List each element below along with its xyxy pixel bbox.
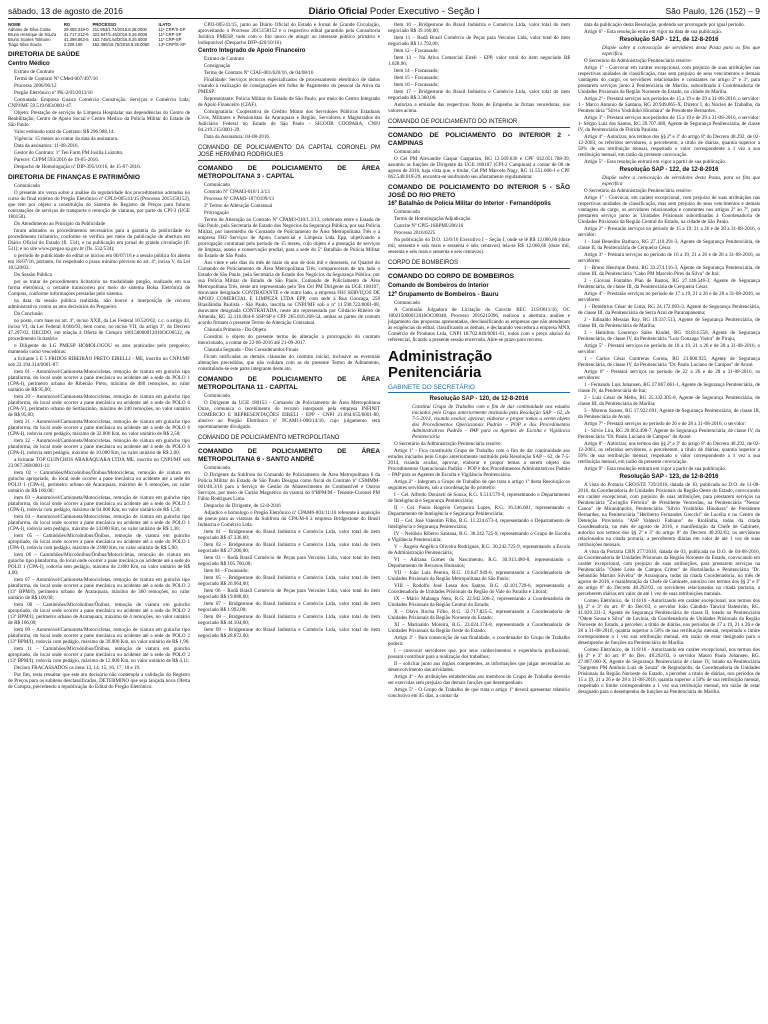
paragraph: Autorizo a emissão das respectivas Notas de Empenho às firmas vencedoras, nos valores acima. <box>388 102 570 114</box>
paragraph: Artigo 6º - Esta resolução entra em vigor na data de sua publicação. <box>584 29 723 35</box>
paragraph: Cláusula Segunda - Dos Considerandos Finais <box>204 347 299 353</box>
paragraph: 2 - Giovani Fontalho Plan de Bastos, RG 27.146.546-3, Agente de Segurança Penitenciária, de classe III, da Penitenciária de Cerqueira César. <box>578 278 760 290</box>
paragraph: item 22 – Automóvel/Camioneta/Motocicletas, remoção de viatura em guincho tipo plataforma, do local onde ocorrer a pane mecânica ou acidente até a sede do POLO 6 (CPA-I), rodovia sem pedágio, máximo de 10.000 Km, no valor unitário de R$ 2,00; <box>8 438 190 456</box>
paragraph: 1 - Bruno Henrique Dutra, RG 33.274.116-3, Agente de Segurança Penitenciária, de classe III, da Penitenciária "Cabo PM Marcelo Pires da Silva" de Itaí; <box>578 265 760 277</box>
paragraph: Cláusula Primeira - Do Objeto <box>204 327 267 333</box>
paragraph: Convite Nº CPI5-16BPMI/206/16 <box>394 223 464 229</box>
paragraph: Adjudico e homologo o Pregão Eletrônico nº CPAM6-003/11/16 referente à aquisição de pneus para as viaturas da Subfrota do CPA/M-6 à empresa Bridgestone do Brasil Indústria e Comércio Ltda. <box>198 510 380 528</box>
paragraph: Extrato de Contrato <box>14 68 55 75</box>
paragraph: Comunicado <box>394 209 421 215</box>
paragraph: V – Ângelo Angélica Oliveira Rodrigues, R.G. 30.242.725-9, representando a Escola de Administração Penitenciária; <box>388 543 570 556</box>
paragraph: Data da Assinatura: 04-08-2016. <box>204 134 271 140</box>
header-rule <box>8 18 760 19</box>
table-cell: Bruno Soares Tolmann <box>8 37 51 42</box>
section-body <box>388 149 570 180</box>
paragraph: Item 12 – Fracassado; <box>394 48 439 54</box>
paragraph: item 11 – Caminhões/Microônibus/Ônibus, remoção de viatura em guincho apropriado, do local onde ocorrer a pane mecânica ou acidente até a sede do POLO 2 (13º BPM/I), rodovia com pedágio, máximo de 12.000 Km, no valor unitário de R$ 4,11; <box>8 646 190 664</box>
paragraph: 1 - José Benedito Barbaco, RG 27.110.291-3, Agente de Segurança Penitenciária, de classe II, da Penitenciária de Cerqueira César. <box>578 239 760 251</box>
paragraph: O Secretário da Administração Penitenciária resolve: <box>584 188 692 194</box>
section-title: COMANDO DE POLICIAMENTO DE ÁREA METROPOLITANA 6 - SANTO ANDRÉ <box>198 448 380 463</box>
section-body <box>198 56 380 140</box>
paragraph: Comunicado <box>204 182 231 188</box>
paragraph: item 01 – Automóvel/Camioneta/Motocicletas, remoção de viatura em guincho tipo plataforma, do local onde ocorrer a pane mecânica ou acidente até a sede do POLO 1 (CPA-I), perímetro urbano de Ribeirão Preto, máximo de 480 remoções, no valor unitário de R$ 95,00; <box>8 369 190 393</box>
paragraph: Item 15 – Fracassado; <box>394 75 439 81</box>
section-body <box>388 209 570 255</box>
paragraph: II – solicitar junto aos órgãos competentes, as informações que julgar necessárias ao desenvolvimento das atividades. <box>388 660 570 673</box>
paragraph: O Secretário da Administração Penitenciária resolve: <box>394 440 502 447</box>
column-2 <box>198 22 380 1020</box>
paragraph: item 09 – Automóvel/Camioneta/Motocicletas, remoção de viatura em guincho tipo plataforma, do local onde ocorrer a pane mecânica ou acidente até a sede do POLO 2 (13º BPM/I), rodovia com pedágio, máximo de 39.000 Km, no valor unitário de R$ 1,96; <box>8 627 190 645</box>
column-header: ILATO <box>158 22 171 27</box>
paragraph: Gestor do Contrato: 1º Ten Farm PM Josilia Luizotto. <box>14 149 124 156</box>
column-3 <box>388 22 570 1020</box>
paragraph: Item 11 – Rodã Brasil Comércio de Peças para Veículos Ltda, valor total do item negociado R$ 11.792,00; <box>388 35 570 47</box>
table-cell: Adriano de Silva Costa <box>8 27 51 32</box>
paragraph: 1 - Silvio Lira, RG 20.063.498-7, Agente de Segurança Penitenciária, de classe IV, da Penitenciária "Dr. Paulo Luciano de Campos" de Avaré. <box>578 428 760 440</box>
paragraph: Consignação <box>204 63 231 69</box>
organ-heading: COMANDO DE POLICIAMENTO METROPOLITANO <box>198 435 380 444</box>
paragraph: Artigo 9º - Esta resolução entrará em vigor a partir de sua publicação. <box>584 466 727 472</box>
paragraph: item 08 – Caminhões/Microônibus/Ônibus, remoção de viatura em guincho apropriado, do local onde ocorrer a pane mecânica ou acidente até a sede do POLO 2 (13º BPM/I), perímetro urbano de Araraquara, máximo de 4 remoções, no valor unitário de R$ 166,00; <box>8 602 190 626</box>
paragraph: Processo 2006/96/12 <box>14 82 57 89</box>
paragraph: Processo 2016/0225 <box>394 230 436 236</box>
paragraph: Do Sessão Pública <box>14 272 52 278</box>
section-subtitle: 16º Batalhão de Polícia Militar do Interior - Fernandópolis <box>388 201 551 207</box>
paragraph: no posto, com base no art. 4º, inciso XXII, da Lei Federal 10.520/02, c.c. o artigo 43, inciso VI, da Lei Federal 8.666/93, bem como, no inciso VII, do artigo 3º, do Decreto 47.297/02, DECIDO, em relação à Oferta de Compra 180158000012016OC00532, de procedimento licitatório: <box>8 318 190 342</box>
paragraph: A vista da Portaria CRN 277/2016, datada de 03, publicada no D.O. de 04-08-2016, da Coordenadoria de Unidades Prisionais da Região Noroeste do Estado, convocando em caráter excepcional, com prejuízo de suas atribuições, para prestarem serviços na Penitenciária "Odete Leite de Campos Critter" de Hortolândia e Penitenciária "Dr. Sebastião Martins Silveira" de Araraquara, todas da citada Coordenadoria, no mês de agosto de 2016, e manifestação da Chefe de Gabinete, autorizo nos termos dos §§ 2º e 3º do artigo 8º do Decreto 48.292/03, os servidores relacionados na citada portaria, a perceberem diárias em valor de até 1 vez de suas retribuições mensais. <box>578 549 760 597</box>
paragraph: Ficam ratificadas as demais cláusulas do contrato inicial, inclusive as eventuais alterações precedidas, que não colidam com as do presente Termo de Aditamento, constituindo-se este parte integrante deste ato. <box>198 354 380 372</box>
table-cell: 322.947/1.45/2016.8.26.0005 <box>92 32 148 37</box>
resolution-title: Resolução SAP - 121, de 12-8-2016 <box>619 37 719 43</box>
paragraph: Termo de Contrato Nº CIAF-001/620/16, de 04/08/16 <box>204 70 314 76</box>
paragraph: item 07 – Automóvel/Camioneta/Motocicletas, remoção de viatura em guincho tipo plataforma, do local onde ocorrer a pane mecânica ou acidente até a sede do POLO 2 (13º BPM/I), perímetro urbano de Araraquara, máximo de 360 remoções, no valor unitário de R$ 100,00; <box>8 577 190 601</box>
paragraph: Artigo 4º - Autorizar, nos termos dos §§ 2º e 3º do artigo 8º do Decreto 48.292, de 02-12-2003, os referidos servidores, a perceberem, a título de diárias, quantia superior a 50% de sua retribuição mensal, respeitado o valor correspondente a 1 vez a sua retribuição mensal, em razão da presente convocação. <box>578 134 760 158</box>
paragraph: Processo Nº CPAM3-187/0199/13 <box>204 196 274 202</box>
section-title: DIRETORIA DE SAÚDE <box>8 51 80 58</box>
paragraph: na data da sessão pública realizada, não houve a interposição de recurso administrativo contra os atos decisórios do Pregoeiro. <box>8 298 190 310</box>
paragraph: Contratada: Empresa Guaira Comércio Construção, Serviços e Comércio Ltda; CNPJ/MF 59.519.603/0001-47. <box>8 96 190 109</box>
page-header <box>8 4 760 18</box>
section-body <box>578 22 760 35</box>
paragraph: Artigo 3º - Prestará serviços no período de 16 a 19, 21 a 26 e de 28 a 31-08-2016, os servidores: <box>578 252 760 264</box>
header-edition: São Paulo, 126 (152) – 9 <box>665 6 760 16</box>
section-body <box>8 183 190 690</box>
paragraph: Por fim, resta ressaltar que este ato decisório não contempla a validação do Registro de Preços para os subitens desclassificados, DETERMINO que seja lançada nova Oferta de Compra, precedendo a republicação do Edital do Pregão Eletrônico. <box>8 672 190 690</box>
section-subtitle: Centro Integrado de Apoio Financeiro <box>198 48 306 54</box>
paragraph: item 06 – Caminhões/Microônibus/Ônibus/Motocicletas, remoção de viatura em guincho tipo plataforma, do local onde ocorrer a pane mecânica ou acidente até a sede do POLO 1 (CPA-I), rodovia sem pedágio, máximo de 2.800 Km, no valor unitário de R$ 4,00; <box>8 552 190 576</box>
paragraph: Artigo 3º - Para consecução de sua finalidade, o coordenador do Grupo de Trabalho poderá: <box>388 634 570 647</box>
paragraph: Declaro FRACASSADOS os itens 13, 14, 15, 16, 17, 18 e 19. <box>14 665 141 671</box>
cabinet-heading: GABINETE DO SECRETÁRIO <box>388 384 570 393</box>
paragraph: Item 05 – Bridgestone do Brasil Indústria e Comércio Ltda, valor total do item negociado R$ 26.964,00; <box>198 575 380 587</box>
paragraph: Item 04 – Fracassado; <box>204 568 249 574</box>
table-cell: 41.398.862-5 <box>63 37 89 42</box>
paragraph: 1 - Demétrius César de Lima, RG 24.172.093-3, Agente de Segurança Penitenciária, de classe III, da Penitenciária de Serra Azul de Paranapanema; <box>578 304 760 316</box>
organ-heading: CORPO DE BOMBEIROS <box>388 260 570 269</box>
column-4 <box>578 22 760 1020</box>
table-cell: 11º CRP-SP <box>158 37 182 42</box>
organ-heading: COMANDO DE POLICIAMENTO DO INTERIOR <box>388 119 570 128</box>
paragraph: Do Atendimento ao Princípio da Publicidade <box>14 221 106 227</box>
paragraph: Contrato Nº CPAM3-010/1.3/13 <box>204 189 270 195</box>
table-cell: 211.953/1.74/2016.8.26.0000 <box>92 27 147 32</box>
table-cell: 41.717.212-6 <box>63 32 89 37</box>
section-body <box>198 22 380 46</box>
paragraph: Item 03 – Rodã Brasil Comércio de Peças para Veículos Ltda, valor total do item negociado R$ 105.760,00; <box>198 555 380 567</box>
secretariat-title: Administração Penitenciária <box>388 347 493 381</box>
section-subtitle: Comando de Bombeiros do Interior <box>388 282 489 289</box>
paragraph: Comunicado <box>14 183 41 189</box>
paragraph: 1 - Carlos César Contreras Correa, RG 21.600.925, Agente de Segurança Penitenciária, de classe IV, da Penitenciária "Dr. Paulo Luciano de Campos" de Avaré. <box>578 356 760 368</box>
paragraph: item 21 – Automóvel/Camioneta/Motocicletas, remoção de viatura em guincho tipo plataforma, do local onde ocorrer a pane mecânica ou acidente até a sede do POLO 6 (CPA-I), rodovia com pedágio, máximo de 32.000 Km, no valor unitário de R$ 2,50; <box>8 419 190 437</box>
paragraph: Item 09 – Bridgestone do Brasil Indústria e Comércio Ltda, valor total do item negociado R$ 28.672,00; <box>198 627 380 639</box>
paragraph: O presente ato versa sobre a análise da regularidade dos procedimentos adotados no curso do final externo do Pregão Eletrônico nº CPL0-005/41/15 (Processo 2015158152), que tem por objeto a constituição do Sistema de Registro de Preços para futuras contratações de serviços de transporte e remoção de viaturas, por parte do CPI-3 (UGE 180158). <box>8 190 190 220</box>
paragraph: IV – Neidísio Ribeiro Santana, R.G. 30.242.725-9, representando o Grupo de Escolta e Vigilância Penitenciária; <box>388 530 570 543</box>
paragraph: Pregão Eletrônico nº PK-2/03/2013/16 <box>14 89 93 96</box>
paragraph: XI – Marinaldo Moreira, R.G. 23.024.174-8, representando a Coordenadoria de Unidades Prisionais da Região Oeste do Estado. <box>388 621 570 634</box>
section-body <box>198 465 380 639</box>
paragraph: item 02 – Caminhões/Microônibus/Ônibus/Motocicletas, remoção de viatura em guincho apropriado, do local onde ocorrer a pane mecânica ou acidente até a sede do POLO 1 (CPA-I), perímetro urbano de Araraquara, máximo de 6 remoções, no valor unitário de R$ 166,00; <box>8 470 190 494</box>
paragraph: item 05 – Caminhões/Microônibus/Ônibus, remoção de viatura em guincho apropriado, do local onde ocorrer a pane mecânica ou acidente até a sede do POLO 1 (CPA-I), rodovia com pedágio, máximo de 2.800 Km, no valor unitário de R$ 5,00; <box>8 533 190 551</box>
section-subtitle: 12º Grupamento de Bombeiros - Bauru <box>388 291 499 298</box>
paragraph: Artigo 8º - Autorizar, nos termos dos §§ 2º e 3º do artigo 8º do Decreto 48.292, de 02-12-2003, os referidos servidores, a perceberem, a título de diárias, quantia superior a 50% de sua retribuição mensal, respeitado o valor correspondente a 1 vez a sua retribuição mensal, em razão da presente convocação. <box>578 441 760 465</box>
column-header: PROCESSO <box>92 22 117 27</box>
paragraph: Representante: Polícia Militar do Estado de São Paulo, por meio do Centro Integrado de Apoio Financeiro (CIAF). <box>198 96 380 108</box>
paragraph: Artigo 2º - Prestarão serviços no período de 15 a 19, 21 a 26 e de 28 a 31-08-2016, o servidor: <box>578 226 760 238</box>
paragraph: Prorrogação <box>204 210 229 216</box>
paragraph: III – Cel. José Valentim Filho, R.G. 11.224.673-4, representando o Departamento de Inteligência e Segurança Penitenciária; <box>388 517 570 530</box>
paragraph: Artigo 3º - Prestará serviços nos períodos de 15 a 19 e de 29 a 31-08-2016, o servidor: 1- Sergio Luiz dos Santos, RG 39.707.468, Agente de Segurança Penitenciária, de classe IV, da Penitenciária de Flórida Paulista. <box>578 115 760 133</box>
paragraph: IX – Mário Malanga Neto, R.G. 22.942.508-2, representando a Coordenadoria de Unidades Prisionais da Região Central do Estado; <box>388 595 570 608</box>
section-body <box>198 182 380 372</box>
paragraph: I – Cel. Alfredo Donizeti de Souza, R.G. 9.513.579-0, representando o Departamento de Inteligência e Segurança Penitenciária; <box>388 491 570 504</box>
section-body <box>8 69 190 170</box>
column-header: NOME <box>8 22 21 27</box>
paragraph: a licitante 5 E 5 FRIDOS RIBEIRÃO PRETO EIRELLI - ME, inscrito no CNPJ/MF sob 22.194.314/0001-87: <box>8 356 190 368</box>
candidates-table <box>8 22 190 47</box>
header-publication <box>309 6 480 17</box>
section-body <box>578 188 760 472</box>
paragraph: I – convocar servidores que, por seus conhecimentos e experiência profissional, possam contribuir para a realização dos trabalhos; <box>388 647 570 660</box>
paragraph: Comunicado <box>204 465 231 471</box>
paragraph: Artigo 1º - Convocar, em caráter excepcional, com prejuízo de suas atribuições nas respectivas unidades de classificação, mas sem prejuízo de seus vencimentos e demais vantagens do cargo, os servidores relacionados e constantes nos artigos 2º ao 7º, para prestarem serviço junto às Unidades Prisionais subordinadas à Coordenadoria de Unidades Prisionais da Região Central do Estado, na cidade de São Paulo. <box>578 195 760 225</box>
table-cell: 11º CRP/S-SP <box>158 27 186 32</box>
column-header: RG <box>63 22 71 27</box>
paragraph: VI – Adriana Gomes do Nascimento, R.G. 30.913.480-8, representando o Departamento de Recursos Humanos; <box>388 556 570 569</box>
paragraph: 2 - Edinaldo Messias Ruy, RG 19.337.513, Agente de Segurança Penitenciária, de classe III, da Penitenciária de Marília; <box>578 317 760 329</box>
paragraph: Vigência: 15 meses ao contar da data da assinatura. <box>14 135 119 142</box>
paragraph: item 04 – Automóvel/Camioneta/Motocicletas, remoção de viatura em guincho tipo plataforma, do local onde ocorrer a pane mecânica ou acidente até a sede do POLO 1 (CPA-I), rodovia sem pedágio, máximo de 14.000 Km, no valor unitário de R$ 1,38; <box>8 514 190 532</box>
table-cell: Tiago Silva Souza <box>8 42 42 47</box>
paragraph: Comunicado <box>394 149 421 155</box>
column-1 <box>8 22 190 1020</box>
paragraph: Termo de Alteração ao Contrato Nº CPAM3-010/1.3/13, celebrado entre o Estado de São Paulo, pela Secretaria de Estado dos Negócios da Segurança Pública, por sua Polícia Militar, por intermédio do Comando de Policiamento de Área Metropolitana Três e a empresa FHJ Serviços de Apoio Comercial e Limpeza Ltda Epp, objetivando a prorrogação contratual pelo período de 15 meses, cujo objeto é a prestação de serviços de limpeza, asseio e conservação predial, para a sede do 5º Batalhão de Polícia Militar do Estado de São Paulo. <box>198 217 380 259</box>
paragraph: Despacho do Dirigente, de 12-8-2016 <box>204 503 281 509</box>
section-body <box>388 441 570 699</box>
paragraph: Artigo 4º - As atribuições estabelecidas aos membros do Grupo de Trabalho deverão ser exercidas sem prejuízo das demais funções que desempenham. <box>388 673 570 686</box>
paragraph: Termo de Contrato Nº CMed-007/497/16 <box>14 75 98 82</box>
paragraph: Artigo 1º - Convocar em caráter excepcional, com prejuízo de suas atribuições nas respectivas unidades de classificação, mas sem prejuízo de seus vencimentos e demais vantagens do cargo, os servidores relacionados e constantes no artigo 2º e 3º, para prestarem serviços junto à Penitenciária de Marília, subordinada à Coordenadoria de Unidades Prisionais da Região Noroeste do Estado, no cidade de Marília. <box>578 65 760 95</box>
paragraph: data da publicação desta Resolução, podendo ser prorrogado por igual período. <box>584 22 745 28</box>
organ-heading: COMANDO DE POLICIAMENTO DA CAPITAL CORONEL PM JOSÉ HERMÍNIO RODRIGUES <box>198 145 380 161</box>
paragraph: Artigo 5º - O Grupo de Trabalho de que trata o artigo 1º deverá apresentar relatório conclusivo em 45 dias, a contar da <box>388 686 570 699</box>
paragraph: Valor estimado total do Contrato: R$ 296.988,14. <box>14 128 115 135</box>
section-title: COMANDO DE POLICIAMENTO DE ÁREA METROPOLITANA 11 - CAPITAL <box>198 376 380 391</box>
paragraph: Item 14 – Fracassado; <box>394 68 439 74</box>
paragraph: Artigo 6º - Prestará serviços no período de 22 a 26 e de 28 a 31-08-2016, os servidores: <box>578 369 760 381</box>
paragraph: O Secretário da Administração Penitenciária resolve: <box>584 58 692 64</box>
section-title: COMANDO DE POLICIAMENTO DO INTERIOR 2 - CAMPINAS <box>388 132 570 147</box>
table-cell: 2.209.150 <box>63 42 83 47</box>
paragraph: o período de publicidade do edital se iniciou em 06/07/16 e a sessão pública foi aberta em 18/07/16, portanto, foi respeitado o prazo mínimo previsto no art. 4º, inciso V, da Lei 10.520/02. <box>8 253 190 271</box>
section-body <box>578 58 760 165</box>
paragraph: Constitui o objeto do presente termo de alteração a prorrogação do contrato mencionado, a contar de 22-06-2016 até 21-09-2017. <box>198 334 380 346</box>
paragraph: X – Olavo Rocha Filho, R.G. 32.717.825-5, representando a Coordenadoria de Unidades Prisionais da Região Noroeste do Estado; <box>388 608 570 621</box>
section-title: DIRETORIA DE FINANÇAS E PATRIMÔNIO <box>8 173 140 181</box>
paragraph: Finalidade: Serviços técnicos especializados de processamento eletrônico de dados visando à realização de consignações em folha de Pagamento do pessoal da Ativa da PMESP. <box>198 77 380 95</box>
paragraph: 2 - Luiz César de Mello, RG 25.332.305-8, Agente de Segurança Penitenciária, de classe III, da Penitenciária de Marília; <box>578 395 760 407</box>
paragraph: Item 02 – Bridgestone do Brasil Indústria e Comércio Ltda, valor total do item negociado R$ 27.200,00; <box>198 542 380 554</box>
table-cell: 11º CRP-SP <box>158 32 182 37</box>
paragraph: Item 17 – Bridgestone do Brasil Indústria e Comércio Ltda, valor total do item negociado R$ 3.360,00. <box>388 89 570 101</box>
header-pub-section: Poder Executivo - Seção I <box>367 5 480 17</box>
paragraph: O Dirigente da UGE 180153 - Comando de Policiamento de Área Metropolitana Onze, comunica o recebimento do recurso interposto pela empresa INFINIT COMÉRCIO E REPRESENTAÇÕES EIRELI - EPP - CNPJ 21.094.655/0001-80, alusivo ao Pregão Eletrônico nº PCAM11-006/14/16, cujo julgamento será oportunamente divulgado. <box>198 400 380 430</box>
paragraph: Artigo 7º - Prestará serviços no período de 26 e de 28 a 31-08-2016, o servidor: <box>584 421 746 427</box>
paragraph: Data da assinatura: 11-08-2016. <box>14 142 79 149</box>
paragraph: Na publicação do D.O. 12/6/16 Executivo I – Seção I, onde se lê R$ 12.066,66 (doze mil, sessenta e seis reais e sessenta e seis centavos) leia-se R$ 12.066,66 (doze mil, sessenta e seis reais e sessenta e seis centavos). <box>388 237 570 255</box>
paragraph: 3 - Hamilton Lourenço Sales Kindel, RG 18.814.558, Agente de Segurança Penitenciária, de classe IV, da Penitenciária "Luiz Gonzaga Vieira" de Piraju; <box>578 330 760 342</box>
paragraph: Comunicado <box>204 393 231 399</box>
resolution-title: Resolução SAP - 123, de 12-8-2016 <box>619 474 719 480</box>
paragraph: O Cel PM Alexandre Gaspar Gasparian, RG 12.569.636 e CPF 032.051.788-39, assumiu as funções de Dirigente da UGE 180107 (CPI-2 Campinas) a contar de 08 de agosto de 2016, haja vista que, o titular, Cel PM Marcelo Nagy, RG 11.551.600-1 e CPF 062.548.018-29, encontra-se usufruindo seu afastamento regulamentar. <box>388 156 570 180</box>
paragraph: Artigo 2º - Prestará serviços nos períodos de 15 a 19 e de 29 a 31-08-2016, o servidor: 1 - Marco Antonio de Santana, RG 20.949.665-X, Diretor I, do Núcleo de Trabalho, da Penitenciária "Silvio Yoshihiko Hinohara" de Presidente Bernardes. <box>578 96 760 114</box>
paragraph: 1 - Fernando Luís Johansen, RG 27.867.061-1, Agente de Segurança Penitenciária, de classe IV, da Penitenciária de Itaí; <box>578 382 760 394</box>
header-date: sábado, 13 de agosto de 2016 <box>8 6 123 16</box>
paragraph: Item 01 – Bridgestone do Brasil Indústria e Comércio Ltda, valor total do item negociado R$ 47.336,00; <box>198 529 380 541</box>
paragraph: VII – João Luiz Pereira, R.G. 19.647.949-6, representando a Coordenadoria de Unidades Prisionais da Região Metropolitana de São Paulo; <box>388 569 570 582</box>
paragraph: foram adotados os procedimentos necessários para a garantia da publicidade do procedimento licitatório, conforme se verifica per meio da publicação de abertura em Diário Oficial do Estado (fl. 534), e na publicação em jornal de grande circulação (fl. 531); e no site www.pregao.sp.gov.br (fls. 532/534); <box>8 228 190 252</box>
section-title: COMANDO DO CORPO DE BOMBEIROS <box>388 273 515 280</box>
paragraph: Item 07 – Bridgestone do Brasil Indústria e Comércio Ltda, valor total do item negociado R$ 1.992,00; <box>198 601 380 613</box>
section-body <box>578 482 760 695</box>
table-body <box>8 27 190 47</box>
table-cell: 152.496/16.75/2016.8.26.0050 <box>92 42 150 47</box>
paragraph: o Diligente do LG PMESP HOMOLOGOU os atos praticados pelo pregoeiro, mantendo como vencedoras: <box>8 343 190 355</box>
paragraph: Artigo 4º - Prestarão serviços no período de 17 a 19, 21 a 26 e de 28 a 31-08-2016, os servidores: <box>578 291 760 303</box>
paragraph: 2º Termo de Alteração Contratual <box>204 203 273 209</box>
section-subtitle: Centro Médico <box>8 60 50 67</box>
paragraph: item 20 – Automóvel/Camioneta/Motocicletas, remoção de viatura em guincho tipo plataforma, do local onde ocorrer a pane mecânica ou acidente até a sede do POLO 6 (CPA-V), perímetro urbano de Sertãozinho, máximo de 240 remoções, no valor unitário de R$ 95,00; <box>8 394 190 418</box>
paragraph: Artigo 1º - Fica constituído Grupo de Trabalho com o fim de dar continuidade aos estudos iniciados pelo Grupo anteriormente instituído pela Resolução SAP – 62, de 7-5-2014, visando avaliar, aprovar, elaborar e propor temas a serem objeto dos Procedimentos Operacionais Padrão – POP e dos Procedimentos Administrativos Padrão – PAP para os Agentes de Escolta e Vigilância Penitenciária. <box>388 447 570 478</box>
paragraph: Parecer: CJ/PM 593/2016 de 19-05-2016. <box>14 156 100 163</box>
paragraph: II – Cel. Paulo Rogério Cerqueira Lopes, R.G. 16.346.681, representando o Departamento de Inteligência e Segurança Penitenciária; <box>388 504 570 517</box>
paragraph: Comunicado <box>394 299 421 306</box>
section-title: COMANDO DE POLICIAMENTO DO INTERIOR 5 - SÃO JOSÉ DO RIO PRETO <box>388 184 570 199</box>
paragraph: Despacho de Homologação nº DIP-395/10/16, de 15-07-2016. <box>14 163 141 170</box>
table-cell: 152.749/1.64/2016.8.26.0000 <box>92 37 148 42</box>
table-cell: Bruno Henrique de Souza <box>8 32 57 37</box>
paragraph: item 03 – Automóvel/Camioneta/Motocicletas, remoção de viatura em guincho tipo plataforma, do local onde ocorrer a pane mecânica ou acidente até a sede do POLO 1 (CPA-I), rodovia com pedágio, máximo de 64.000 Km, no valor unitário de R$ 1,50; <box>8 495 190 513</box>
paragraph: VIII – Rodolfo José Lessa dos Santos, R.G. 42.101.729-6, representando a Coordenadoria de Unidades Prisionais da Região do Vale do Paraíba e Litoral; <box>388 582 570 595</box>
section-body <box>198 393 380 430</box>
table-cell: 29.459.318-0 <box>63 27 89 32</box>
resolution-summary: Constitui Grupo de Trabalho com o fim de dar continuidade aos estudos iniciados pelo Grupo anteriormente instituído pela Resolução SAP – 62, de 7-5-2014, visando avaliar, aprovar, elaborar e propor tomas a serem objeto dos Procedimentos Operacionais Padrão – POP e dos Procedimentos Administrativos Padrão – PAP para os Agentes de Escolta e Vigilância Penitenciária <box>412 403 570 440</box>
paragraph: Item 16 – Fracassado; <box>394 82 439 88</box>
paragraph: Item 06 – Rodã Brasil Comércio de Peças para Veículos Ltda, valor total do item negociado R$ 19.088,00; <box>198 588 380 600</box>
paragraph: a licitante TOP GUINCHOS ARARAQUARA LTDA ME, inscrito no CNPJ/MF sob 23.967.268/0001-11: <box>8 457 190 469</box>
section-body <box>388 300 570 343</box>
page-columns <box>8 22 760 1020</box>
paragraph: Extrato de Contrato <box>204 56 245 62</box>
paragraph: Artigo 5º - Prestará serviços no período de 18 a 19, 21 a 26 e de 28 a 31-08-2016, o servidor: <box>578 343 760 355</box>
table-row <box>8 42 190 47</box>
paragraph: A Comissão Julgadora de Licitação do Convite BEC 21S/0011/16, OC 180215000012016OC00048, Processo 2016215096, realizou a abertura, análise e julgamento das propostas apresentadas, desclassificando as empresas que não atenderam às exigências do edital, classificando as demais, e declarando vencedora a empresa MNX Comércio de Produtos Ltda, CNPJ 18.702.840/0001-61, todos com o preço abaixo do referencial, ficando a presente sessão encerrada. Abre-se prazo para recurso. <box>388 306 570 343</box>
paragraph: Comeo Eletrônico, de 11/8/16 - Autorizando em caráter excepcional, nos termos dos §§ 2º e 3º do art. 8º do Dec/03, o servidor João Cândido Tancini Balestrim, RG. 41.820.331-3, Agente de Segurança Penitenciária de classe II, lotado na Penitenciária "Odete Sousa e Silva" de Lavínia, da Coordenadoria de Unidades Prisionais da Região Noroeste do Estado, a perceber, a título de diárias, nos períodos de 17 a 19, 21 a 26 e de 28 a 31-08-2016, quantia superior a 50% de sua retribuição mensal, respeitado o limite correspondente a 1 vez sua retribuição mensal, em razão de estar designado para o desempenho de funções na Penitenciária de Marília. <box>578 598 760 646</box>
resolution-summary: Dispõe sobre a convocação de servidores desta Pasta para os fins que especifica <box>602 45 760 57</box>
paragraph: A vista do Portaria CRO/STE 729/2016, datada de 10, publicada no D.O. de 11-08-2016, da Coordenadoria de Unidades Prisionais da Região Oeste do Estado, convocando em caráter excepcional, com prejuízo de suas atribuições, para prestarem serviços na Penitenciária "Zwinglio Ferreira" de Presidente Venceslau, na Penitenciária "Nestor Canoa" de Mirandópolis, Penitenciária "Silvio Yoshihiko Hinohara" de Presidente Bernardes, na Penitenciária "Heriberto Fernandes Grecchi" de Lucélia e no Centro de Detenção Provisória "ASP Valdecir Fabiano" de Riolândia, todas da citada Coordenadoria, no mês de agosto de 2016, e manifestação da Chefe de Gabinete, autorizo nos termos dos §§ 2º e 3º do artigo 8º do Decreto 48.292/03, os servidores relacionados na citada portaria, a perceberem diárias em valor de até 1 vez de suas retribuições mensais. <box>578 482 760 548</box>
section-title: COMANDO DE POLICIAMENTO DE ÁREA METROPOLITANA 3 - CAPITAL <box>198 165 380 180</box>
resolution-summary: Dispõe sobre a convocação de servidores desta Pasta, para os fins que especifica <box>602 175 760 187</box>
resolution-title: Resolução SAP - 120, de 12-8-2016 <box>429 395 529 402</box>
table-cell: 13º CRP/S-SP <box>158 42 186 47</box>
paragraph: CPI3-005/41/15, junto ao Diário Oficial do Estado e Jornal de Grande Circulação, aproveitando o Processo 2015158152 e o respectivo edital garantido pela Consultoria Jurídica PMESP, tudo com o fito único de atingir ao interesse público primário e indisponível (Despacho DFP-426/10/16). <box>198 22 380 46</box>
paragraph: Termo de Homologação/Adjudicação <box>394 216 471 222</box>
section-body <box>388 22 570 114</box>
resolution-title: Resolução SAP - 122, de 12-8-2016 <box>619 167 719 173</box>
paragraph: Comeo Eletrônico, de 11/8/16 - Autorizando em caráter excepcional, nos termos dos §§ 2º e 3º do art. 8º do Dec. 48.292/03, o servidor Mauro Paulo Johansen, RG. 27.867.060-X, Agente de Segurança Penitenciária de classe IV, lotado na Penitenciária "Sargento PM Antônio Luiz de Souza" de Reginópolis, da Coordenadoria de Unidades Prisionais da Região Noroeste do Estado, a perceber a título de diárias, nos períodos de 15 a 19, 21 a 26 e de 28 a 31-08-2016, quantia superior a 50% de sua retribuição mensal, respeitado o limite correspondente a 1 vez sua retribuição mensal, em razão de estar designado para o desempenho de funções na Penitenciária de Marília. <box>578 647 760 695</box>
paragraph: Aos vinte e seis dias do mês de maio do ano de dois mil e dezesseis, no Quartel do Comando de Policiamento de Área Metropolitana Três, compareceram de um lado o Estado de São Paulo, pela Secretaria de Estado dos Negócios da Segurança Pública, por sua Polícia Militar do Estado de São Paulo, Comando de Policiamento de Área Metropolitana Três, neste ato representado pelo Ten Cel PM Dirigente da UGE 180107, doravante designado CONTRATANTE e de outro lado, a empresa FHJ SERVIÇOS DE APOIO COMERCIAL E LIMPEZA LTDA EPP, com sede à Rua Gonzaga, 258 Brasilândia Paulista - São Paulo, inscrita no CNPJ/MF sob o nº 11.590.722/0001-08, doravante designada CONTRATADA, neste ato representada por Gildácio Ribeiro de Almeida, RG 32.116.004-6 SSP/SP e CPF 265.816.268-54, ambas as partes de comum acordo firmam o presente Termo de Alteração Contratual. <box>198 260 380 326</box>
paragraph: Item 13 – Na Ativa Comercial Eireli - EPP, valor total do item negociado R$ 1.028,96; <box>388 55 570 67</box>
paragraph: O Dirigente da Subfrota do Comando de Policiamento de Área Metropolitana 6 da Polícia Militar do Estado de São Paulo Designa como fiscal do Contrato nº CSMMM-001/40.3/16 para a Serviço de Gestão do Abastecimento de Combustível e Outros Serviços, por meio de Cartão Magnético da viatura do 6ºBPM/M - Tenente-Coronel PM Fábio Rodrigues Lima. <box>198 472 380 502</box>
paragraph: Artigo 5º - Esta resolução entrará em vigor a partir de sua publicação. <box>584 159 727 165</box>
paragraph: Item 08 – Bridgestone do Brasil Indústria e Comércio Ltda, valor total do item negociado R$ 44.104,00; <box>198 614 380 626</box>
paragraph: Artigo 2º - Integram o Grupo de Trabalho de que trata o artigo 1º desta Resolução os seguintes servidores, sob a coordenação do primeiro: <box>388 478 570 491</box>
paragraph: Objeto: Prestação de serviços de Limpeza Hospitalar nas dependências do Centro de Reabilitação, Centro de Apoio Social e Centro Médico da Polícia Militar do Estado de São Paulo. <box>8 109 190 128</box>
paragraph: Item 10 – Bridgestone do Brasil Indústria e Comércio Ltda, valor total do item negociado R$ 39.160,00; <box>388 22 570 34</box>
paragraph: 3 - Moreno Soares, RG 17.922.691, Agente de Segurança Penitenciária, de classe III, da Penitenciária de Avaré. <box>578 408 760 420</box>
paragraph: por se tratar de procedimento licitatório na modalidade pregão, realizado em sua forma eletrônica, o certame transcorreu por meio do sistema Bolsa Eletrônica de Compras, conforme informações prestadas pelo sistema. <box>8 279 190 297</box>
header-pub-name: Diário Oficial <box>308 5 368 17</box>
paragraph: Da Conclusão <box>14 311 43 317</box>
paragraph: Consignatária: Cooperativa de Crédito Mútuo dos Servidores Públicos Estaduais Civis, Militares e Pensionistas da Araraquara e Região, Servidores e Magistrados do Judiciário Federal no Estado de São Paulo - SICOOB COOPARA, CNPJ 04.219.215/0001-29. <box>198 109 380 133</box>
